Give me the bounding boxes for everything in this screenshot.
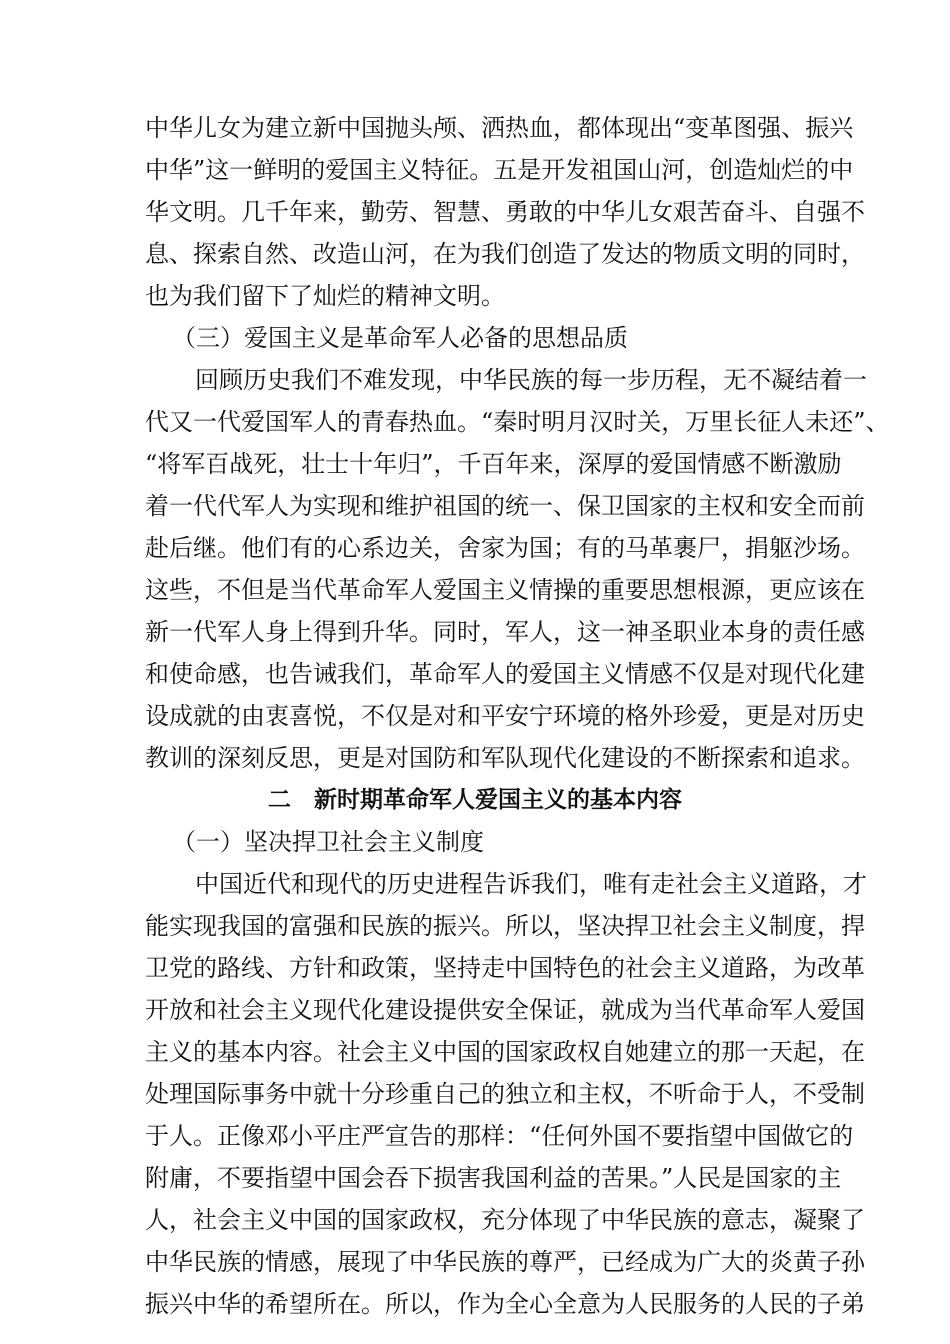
- paragraph-2-line-3: “将军百战死，壮士十年归”，千百年来，深厚的爱国情感不断激励: [145, 450, 842, 478]
- paragraph-3-line-1: 中国近代和现代的历史进程告诉我们，唯有走社会主义道路，才: [195, 870, 867, 898]
- paragraph-2-line-10: 教训的深刻反思，更是对国防和军队现代化建设的不断探索和追求。: [145, 744, 865, 772]
- paragraph-1-line-3: 华文明。几千年来，勤劳、智慧、勇敢的中华儿女艰苦奋斗、自强不: [145, 198, 865, 226]
- paragraph-2-line-5: 赴后继。他们有的心系边关，舍家为国；有的马革裹尸，捐躯沙场。: [145, 534, 865, 562]
- paragraph-1-line-5: 也为我们留下了灿烂的精神文明。: [145, 282, 505, 310]
- paragraph-3-line-5: 主义的基本内容。社会主义中国的国家政权自她建立的那一天起，在: [145, 1038, 865, 1066]
- subheading-three: （三）爱国主义是革命军人必备的思想品质: [172, 324, 628, 352]
- paragraph-3-line-9: 人，社会主义中国的国家政权，充分体现了中华民族的意志，凝聚了: [145, 1206, 865, 1234]
- paragraph-2-line-7: 新一代军人身上得到升华。同时，军人，这一神圣职业本身的责任感: [145, 618, 865, 646]
- paragraph-3-line-3: 卫党的路线、方针和政策，坚持走中国特色的社会主义道路，为改革: [145, 954, 865, 982]
- paragraph-1-line-2: 中华”这一鲜明的爱国主义特征。五是开发祖国山河，创造灿烂的中: [145, 156, 854, 184]
- subheading-one: （一）坚决捍卫社会主义制度: [172, 828, 484, 856]
- paragraph-3-line-2: 能实现我国的富强和民族的振兴。所以，坚决捍卫社会主义制度，捍: [145, 912, 865, 940]
- paragraph-3-line-6: 处理国际事务中就十分珍重自己的独立和主权，不听命于人，不受制: [145, 1080, 865, 1108]
- paragraph-2-line-9: 设成就的由衷喜悦，不仅是对和平安宁环境的格外珍爱，更是对历史: [145, 702, 865, 730]
- paragraph-3-line-4: 开放和社会主义现代化建设提供安全保证，就成为当代革命军人爱国: [145, 996, 865, 1024]
- paragraph-3-line-8: 附庸，不要指望中国会吞下损害我国利益的苦果。”人民是国家的主: [145, 1164, 842, 1192]
- paragraph-3-line-10: 中华民族的情感，展现了中华民族的尊严，已经成为广大的炎黄子孙: [145, 1248, 865, 1276]
- paragraph-2-line-2: 代又一代爱国军人的青春热血。“秦时明月汉时关，万里长征人未还”、: [145, 408, 890, 436]
- paragraph-1-line-4: 息、探索自然、改造山河，在为我们创造了发达的物质文明的同时，: [145, 240, 865, 268]
- section-heading: 二 新时期革命军人爱国主义的基本内容: [268, 787, 682, 813]
- paragraph-2-line-1: 回顾历史我们不难发现，中华民族的每一步历程，无不凝结着一: [195, 366, 867, 394]
- paragraph-1-line-1: 中华儿女为建立新中国抛头颅、洒热血，都体现出“变革图强、振兴: [145, 114, 854, 142]
- paragraph-3-line-11: 振兴中华的希望所在。所以，作为全心全意为人民服务的人民的子弟: [145, 1290, 865, 1318]
- paragraph-2-line-4: 着一代代军人为实现和维护祖国的统一、保卫国家的主权和安全而前: [145, 492, 865, 520]
- paragraph-2-line-6: 这些，不但是当代革命军人爱国主义情操的重要思想根源，更应该在: [145, 576, 865, 604]
- paragraph-2-line-8: 和使命感，也告诫我们，革命军人的爱国主义情感不仅是对现代化建: [145, 660, 865, 688]
- paragraph-3-line-7: 于人。正像邓小平庄严宣告的那样：“任何外国不要指望中国做它的: [145, 1122, 854, 1150]
